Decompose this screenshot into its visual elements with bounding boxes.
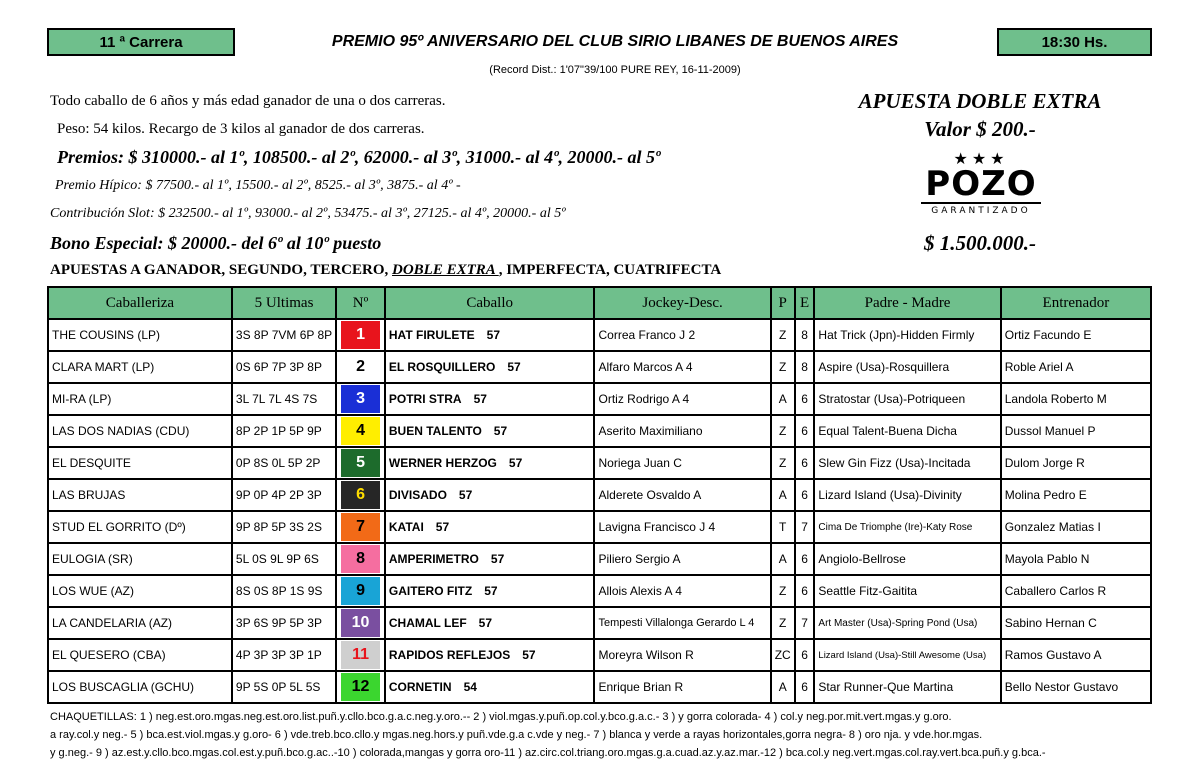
prize-money: Premios: $ 310000.- al 1º, 108500.- al 2º, 62000.- al 3º, 31000.- al 4º, 20000.- al 5º bbox=[57, 147, 661, 167]
stable-cell: EL DESQUITE bbox=[48, 447, 232, 479]
last5-cell: 3P 6S 9P 5P 3P bbox=[232, 607, 336, 639]
p-cell: A bbox=[771, 671, 795, 703]
horse-name: CHAMAL LEF bbox=[388, 616, 467, 630]
p-cell: Z bbox=[771, 415, 795, 447]
horse-weight: 57 bbox=[507, 360, 521, 374]
logo-subtitle: GARANTIZADO bbox=[921, 202, 1041, 218]
col-header-last5: 5 Ultimas bbox=[232, 287, 336, 319]
saddle-number: 1 bbox=[341, 321, 380, 349]
jacket-descriptions bbox=[50, 708, 1180, 762]
table-row bbox=[48, 479, 1151, 511]
stable-cell: CLARA MART (LP) bbox=[48, 351, 232, 383]
horse-name: KATAI bbox=[388, 520, 424, 534]
last5-cell: 0P 8S 0L 5P 2P bbox=[232, 447, 336, 479]
table-row bbox=[48, 383, 1151, 415]
horse-weight: 57 bbox=[522, 648, 536, 662]
trainer-cell: Caballero Carlos R bbox=[1001, 575, 1151, 607]
trainer-cell: Bello Nestor Gustavo bbox=[1001, 671, 1151, 703]
col-header-stable: Caballeriza bbox=[48, 287, 232, 319]
horse-name: CORNETIN bbox=[388, 680, 452, 694]
horse-name: AMPERIMETRO bbox=[388, 552, 479, 566]
stable-cell: MI-RA (LP) bbox=[48, 383, 232, 415]
jockey-cell: Alfaro Marcos A 4 bbox=[594, 351, 770, 383]
e-cell: 6 bbox=[795, 671, 815, 703]
horse-weight: 57 bbox=[435, 520, 450, 534]
number-cell bbox=[336, 447, 385, 479]
horse-cell bbox=[385, 447, 595, 479]
col-header-sire-dam: Padre - Madre bbox=[814, 287, 1000, 319]
special-bonus: Bono Especial: $ 20000.- del 6º al 10º puesto bbox=[50, 233, 382, 253]
horse-cell bbox=[385, 351, 595, 383]
last5-cell: 9P 5S 0P 5L 5S bbox=[232, 671, 336, 703]
saddle-number: 4 bbox=[341, 417, 380, 445]
saddle-number: 11 bbox=[341, 641, 380, 669]
number-cell bbox=[336, 479, 385, 511]
sire-dam-cell: Lizard Island (Usa)-Still Awesome (Usa) bbox=[814, 639, 1000, 671]
number-cell bbox=[336, 671, 385, 703]
horse-cell bbox=[385, 575, 595, 607]
number-cell bbox=[336, 607, 385, 639]
horse-cell bbox=[385, 479, 595, 511]
horse-weight: 57 bbox=[478, 616, 493, 630]
stable-cell: LOS WUE (AZ) bbox=[48, 575, 232, 607]
horse-name: BUEN TALENTO bbox=[388, 424, 482, 438]
table-row bbox=[48, 351, 1151, 383]
p-cell: Z bbox=[771, 607, 795, 639]
saddle-number: 5 bbox=[341, 449, 380, 477]
p-cell: T bbox=[771, 511, 795, 543]
sire-dam-cell: Angiolo-Bellrose bbox=[814, 543, 1000, 575]
e-cell: 8 bbox=[795, 319, 815, 351]
table-row bbox=[48, 415, 1151, 447]
jockey-cell: Piliero Sergio A bbox=[594, 543, 770, 575]
number-cell bbox=[336, 383, 385, 415]
last5-cell: 9P 8P 5P 3S 2S bbox=[232, 511, 336, 543]
p-cell: Z bbox=[771, 447, 795, 479]
number-cell bbox=[336, 415, 385, 447]
horse-name: POTRI STRA bbox=[388, 392, 462, 406]
bet-types-suffix: , IMPERFECTA, CUATRIFECTA bbox=[498, 262, 722, 278]
horse-name: RAPIDOS REFLEJOS bbox=[388, 648, 511, 662]
horse-weight: 57 bbox=[490, 552, 505, 566]
table-row bbox=[48, 511, 1151, 543]
table-body bbox=[48, 319, 1151, 703]
jockey-cell: Enrique Brian R bbox=[594, 671, 770, 703]
bet-types-highlight: DOBLE EXTRA bbox=[392, 262, 499, 278]
number-cell bbox=[336, 319, 385, 351]
e-cell: 7 bbox=[795, 511, 815, 543]
stable-cell: THE COUSINS (LP) bbox=[48, 319, 232, 351]
sire-dam-cell: Slew Gin Fizz (Usa)-Incitada bbox=[814, 447, 1000, 479]
e-cell: 7 bbox=[795, 607, 815, 639]
sire-dam-cell: Star Runner-Que Martina bbox=[814, 671, 1000, 703]
e-cell: 6 bbox=[795, 415, 815, 447]
logo-word: POZO bbox=[925, 164, 1037, 204]
sire-dam-cell: Aspire (Usa)-Rosquillera bbox=[814, 351, 1000, 383]
trainer-cell: Molina Pedro E bbox=[1001, 479, 1151, 511]
saddle-number: 7 bbox=[341, 513, 380, 541]
horse-weight: 54 bbox=[463, 680, 477, 694]
bet-types-prefix: APUESTAS A GANADOR, SEGUNDO, TERCERO, bbox=[50, 262, 393, 278]
condition-line-1: Todo caballo de 6 años y más edad ganador de una o dos carreras. bbox=[50, 93, 446, 109]
jacket-line-3: y g.neg.- 9 ) az.est.y.cllo.bco.mgas.col.est.y.puñ.bco.g.ac..-10 ) colorada,mangas y gorra oro-11 ) az.circ.col.triang.oro.mgas.g.a.cuad.az.y.az.mar.-12 ) bca.col.y neg.vert.mgas.col.ray.vert.bca.puñ.y g.bca.- bbox=[50, 747, 1046, 759]
saddle-number: 10 bbox=[341, 609, 380, 637]
trainer-cell: Roble Ariel A bbox=[1001, 351, 1151, 383]
horse-cell bbox=[385, 671, 595, 703]
horse-weight: 57 bbox=[486, 328, 501, 342]
number-cell bbox=[336, 511, 385, 543]
col-header-jockey: Jockey-Desc. bbox=[594, 287, 770, 319]
horse-name: WERNER HERZOG bbox=[388, 456, 497, 470]
saddle-number: 9 bbox=[341, 577, 380, 605]
stable-cell: EULOGIA (SR) bbox=[48, 543, 232, 575]
race-title: PREMIO 95º ANIVERSARIO DEL CLUB SIRIO LIBANES DE BUENOS AIRES bbox=[331, 33, 899, 50]
p-cell: Z bbox=[771, 575, 795, 607]
last5-cell: 3S 8P 7VM 6P 8P bbox=[232, 319, 336, 351]
horse-weight: 57 bbox=[493, 424, 508, 438]
stable-cell: LAS DOS NADIAS (CDU) bbox=[48, 415, 232, 447]
sire-dam-cell: Hat Trick (Jpn)-Hidden Firmly bbox=[814, 319, 1000, 351]
table-header-row bbox=[48, 287, 1151, 319]
trainer-cell: Mayola Pablo N bbox=[1001, 543, 1151, 575]
stable-cell: LOS BUSCAGLIA (GCHU) bbox=[48, 671, 232, 703]
table-row bbox=[48, 671, 1151, 703]
jackpot-amount: $ 1.500.000.- bbox=[924, 231, 1036, 255]
jockey-cell: Moreyra Wilson R bbox=[594, 639, 770, 671]
race-number-badge bbox=[47, 28, 235, 56]
jacket-line-2: a ray.col.y neg.- 5 ) bca.est.viol.mgas.y g.oro- 6 ) vde.treb.bco.cllo.y mgas.neg.hors.y puñ.vde.g.a c.vde y neg.- 7 ) blanca y verde a rayas horizontales,gorra negra- 8 ) oro nja. y vde.hor.mgas. bbox=[50, 729, 983, 741]
trainer-cell: Ortiz Facundo E bbox=[1001, 319, 1151, 351]
p-cell: A bbox=[771, 543, 795, 575]
last5-cell: 3L 7L 7L 4S 7S bbox=[232, 383, 336, 415]
p-cell: Z bbox=[771, 351, 795, 383]
horse-cell bbox=[385, 543, 595, 575]
col-header-number: Nº bbox=[336, 287, 385, 319]
horse-cell bbox=[385, 639, 595, 671]
jockey-cell: Correa Franco J 2 bbox=[594, 319, 770, 351]
horse-cell bbox=[385, 319, 595, 351]
saddle-number: 3 bbox=[341, 385, 380, 413]
saddle-number: 6 bbox=[341, 481, 380, 509]
jockey-cell: Ortiz Rodrigo A 4 bbox=[594, 383, 770, 415]
sire-dam-cell: Lizard Island (Usa)-Divinity bbox=[814, 479, 1000, 511]
slot-contribution: Contribución Slot: $ 232500.- al 1º, 93000.- al 2º, 53475.- al 3º, 27125.- al 4º, 20000.- al 5º bbox=[50, 206, 566, 221]
e-cell: 8 bbox=[795, 351, 815, 383]
jockey-cell: Aserito Maximiliano bbox=[594, 415, 770, 447]
sire-dam-cell: Stratostar (Usa)-Potriqueen bbox=[814, 383, 1000, 415]
p-cell: ZC bbox=[771, 639, 795, 671]
stable-cell: LAS BRUJAS bbox=[48, 479, 232, 511]
saddle-number: 12 bbox=[341, 673, 380, 701]
stable-cell: LA CANDELARIA (AZ) bbox=[48, 607, 232, 639]
last5-cell: 8P 2P 1P 5P 9P bbox=[232, 415, 336, 447]
horse-weight: 57 bbox=[508, 456, 523, 470]
p-cell: A bbox=[771, 383, 795, 415]
sire-dam-cell: Cima De Triomphe (Ire)-Katy Rose bbox=[814, 511, 1000, 543]
number-cell bbox=[336, 639, 385, 671]
horse-cell bbox=[385, 383, 595, 415]
race-time-label: 18:30 Hs. bbox=[1041, 33, 1108, 51]
horse-name: HAT FIRULETE bbox=[388, 328, 475, 342]
trainer-cell: Gonzalez Matias I bbox=[1001, 511, 1151, 543]
saddle-number: 2 bbox=[341, 353, 380, 381]
sire-dam-cell: Equal Talent-Buena Dicha bbox=[814, 415, 1000, 447]
table-row bbox=[48, 447, 1151, 479]
pozo-garantizado-logo bbox=[915, 149, 1047, 222]
condition-weight: Peso: 54 kilos. Recargo de 3 kilos al ganador de dos carreras. bbox=[57, 121, 425, 137]
col-header-horse: Caballo bbox=[385, 287, 595, 319]
col-header-e: E bbox=[795, 287, 815, 319]
horse-cell bbox=[385, 511, 595, 543]
jockey-cell: Noriega Juan C bbox=[594, 447, 770, 479]
entries-table bbox=[47, 286, 1152, 704]
trainer-cell: Dussol Manuel P bbox=[1001, 415, 1151, 447]
promo-value: Valor $ 200.- bbox=[924, 117, 1036, 141]
table-row bbox=[48, 639, 1151, 671]
trainer-cell: Sabino Hernan C bbox=[1001, 607, 1151, 639]
last5-cell: 9P 0P 4P 2P 3P bbox=[232, 479, 336, 511]
number-cell bbox=[336, 543, 385, 575]
e-cell: 6 bbox=[795, 639, 815, 671]
number-cell bbox=[336, 351, 385, 383]
e-cell: 6 bbox=[795, 447, 815, 479]
e-cell: 6 bbox=[795, 575, 815, 607]
horse-weight: 57 bbox=[484, 584, 498, 598]
e-cell: 6 bbox=[795, 479, 815, 511]
sire-dam-cell: Art Master (Usa)-Spring Pond (Usa) bbox=[814, 607, 1000, 639]
table-row bbox=[48, 543, 1151, 575]
race-time-badge bbox=[997, 28, 1152, 56]
horse-cell bbox=[385, 415, 595, 447]
trainer-cell: Ramos Gustavo A bbox=[1001, 639, 1151, 671]
col-header-p: P bbox=[771, 287, 795, 319]
horse-name: EL ROSQUILLERO bbox=[388, 360, 496, 374]
trainer-cell: Dulom Jorge R bbox=[1001, 447, 1151, 479]
last5-cell: 5L 0S 9L 9P 6S bbox=[232, 543, 336, 575]
table-row bbox=[48, 575, 1151, 607]
bet-types bbox=[50, 262, 721, 279]
p-cell: Z bbox=[771, 319, 795, 351]
jockey-cell: Tempesti Villalonga Gerardo L 4 bbox=[594, 607, 770, 639]
last5-cell: 4P 3P 3P 3P 1P bbox=[232, 639, 336, 671]
record-distance: (Record Dist.: 1'07"39/100 PURE REY, 16-11-2009) bbox=[489, 64, 741, 76]
horse-cell bbox=[385, 607, 595, 639]
last5-cell: 0S 6P 7P 3P 8P bbox=[232, 351, 336, 383]
last5-cell: 8S 0S 8P 1S 9S bbox=[232, 575, 336, 607]
e-cell: 6 bbox=[795, 543, 815, 575]
saddle-number: 8 bbox=[341, 545, 380, 573]
horse-name: DIVISADO bbox=[388, 488, 447, 502]
col-header-trainer: Entrenador bbox=[1001, 287, 1151, 319]
jacket-line-1: CHAQUETILLAS: 1 ) neg.est.oro.mgas.neg.est.oro.list.puñ.y.cllo.bco.g.a.c.neg.y.oro.-- 2 ) viol.mgas.y.puñ.op.col.y.bco.g.a.c.- 3 ) y gorra colorada- 4 ) col.y neg.por.mit.vert.mgas.y g.oro. bbox=[50, 711, 952, 723]
horse-name: GAITERO FITZ bbox=[388, 584, 473, 598]
p-cell: A bbox=[771, 479, 795, 511]
jockey-cell: Alderete Osvaldo A bbox=[594, 479, 770, 511]
jockey-cell: Lavigna Francisco J 4 bbox=[594, 511, 770, 543]
stable-cell: EL QUESERO (CBA) bbox=[48, 639, 232, 671]
stars-icon: ★★★ bbox=[953, 149, 1009, 168]
table-row bbox=[48, 319, 1151, 351]
e-cell: 6 bbox=[795, 383, 815, 415]
premio-hipico: Premio Hípico: $ 77500.- al 1º, 15500.- al 2º, 8525.- al 3º, 3875.- al 4º - bbox=[55, 178, 461, 193]
jockey-cell: Allois Alexis A 4 bbox=[594, 575, 770, 607]
stable-cell: STUD EL GORRITO (Dº) bbox=[48, 511, 232, 543]
horse-weight: 57 bbox=[473, 392, 487, 406]
sire-dam-cell: Seattle Fitz-Gaitita bbox=[814, 575, 1000, 607]
race-number-label: 11 ª Carrera bbox=[99, 33, 183, 51]
number-cell bbox=[336, 575, 385, 607]
horse-weight: 57 bbox=[458, 488, 473, 502]
promo-title: APUESTA DOBLE EXTRA bbox=[858, 89, 1102, 113]
trainer-cell: Landola Roberto M bbox=[1001, 383, 1151, 415]
table-row bbox=[48, 607, 1151, 639]
